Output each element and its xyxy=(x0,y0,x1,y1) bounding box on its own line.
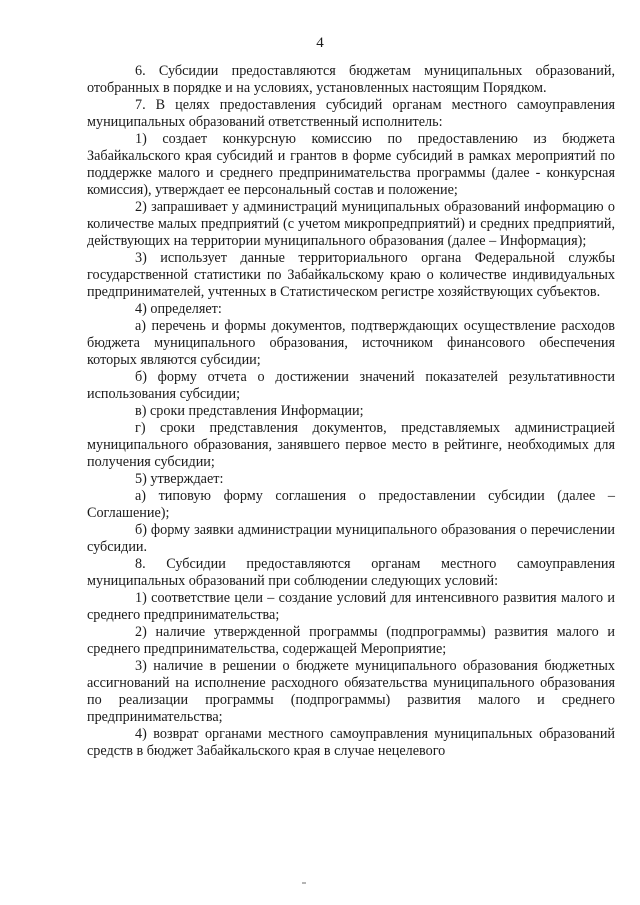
paragraph: б) форму отчета о достижении значений показателей результативности использования субсидии; xyxy=(87,369,615,402)
paragraph: а) перечень и формы документов, подтверждающих осуществление расходов бюджета муниципального образования, источником финансового обеспечения которых являются субсидии; xyxy=(87,318,615,368)
paragraph: 3) наличие в решении о бюджете муниципального образования бюджетных ассигнований на исполнение расходного обязательства муниципального образования по реализации программы (подпрограммы) развития малого и среднего предпринимательства; xyxy=(87,658,615,725)
paragraph: 4) определяет: xyxy=(135,301,222,317)
paragraph: 8. Субсидии предоставляются органам местного самоуправления муниципальных образований при соблюдении следующих условий: xyxy=(87,556,615,589)
paragraph: 3) использует данные территориального органа Федеральной службы государственной статистики по Забайкальскому краю о количестве индивидуальных предпринимателей, учтенных в Статистическом регистре хозяйствующих субъектов. xyxy=(87,250,615,300)
paragraph: в) сроки представления Информации; xyxy=(135,403,364,419)
paragraph: 1) создает конкурсную комиссию по предоставлению из бюджета Забайкальского края субсидий и грантов в форме субсидий в рамках мероприятий по поддержке малого и среднего предпринимательства программы (далее - конкурсная комиссия), утверждает ее персональный состав и положение; xyxy=(87,131,615,198)
paragraph: 6. Субсидии предоставляются бюджетам муниципальных образований, отобранных в порядке и на условиях, установленных настоящим Порядком. xyxy=(87,63,615,96)
paragraph: 5) утверждает: xyxy=(135,471,224,487)
page-number: 4 xyxy=(316,35,324,51)
paragraph: 1) соответствие цели – создание условий для интенсивного развития малого и среднего предпринимательства; xyxy=(87,590,615,623)
paragraph: 7. В целях предоставления субсидий органам местного самоуправления муниципальных образований ответственный исполнитель: xyxy=(87,97,615,130)
paragraph: 4) возврат органами местного самоуправления муниципальных образований средств в бюджет Забайкальского края в случае нецелевого xyxy=(87,726,615,759)
paragraph: 2) запрашивает у администраций муниципальных образований информацию о количестве малых предприятий (с учетом микропредприятий) и средних предприятий, действующих на территории муниципального образования (далее – Информация); xyxy=(87,199,615,249)
paragraph: б) форму заявки администрации муниципального образования о перечислении субсидии. xyxy=(87,522,615,555)
paragraph: а) типовую форму соглашения о предоставлении субсидии (далее – Соглашение); xyxy=(87,488,615,521)
document-body xyxy=(87,63,615,760)
scan-mark xyxy=(302,882,306,884)
paragraph: г) сроки представления документов, представляемых администрацией муниципального образования, занявшего первое место в рейтинге, необходимых для получения субсидии; xyxy=(87,420,615,470)
paragraph: 2) наличие утвержденной программы (подпрограммы) развития малого и среднего предпринимательства, содержащей Мероприятие; xyxy=(87,624,615,657)
